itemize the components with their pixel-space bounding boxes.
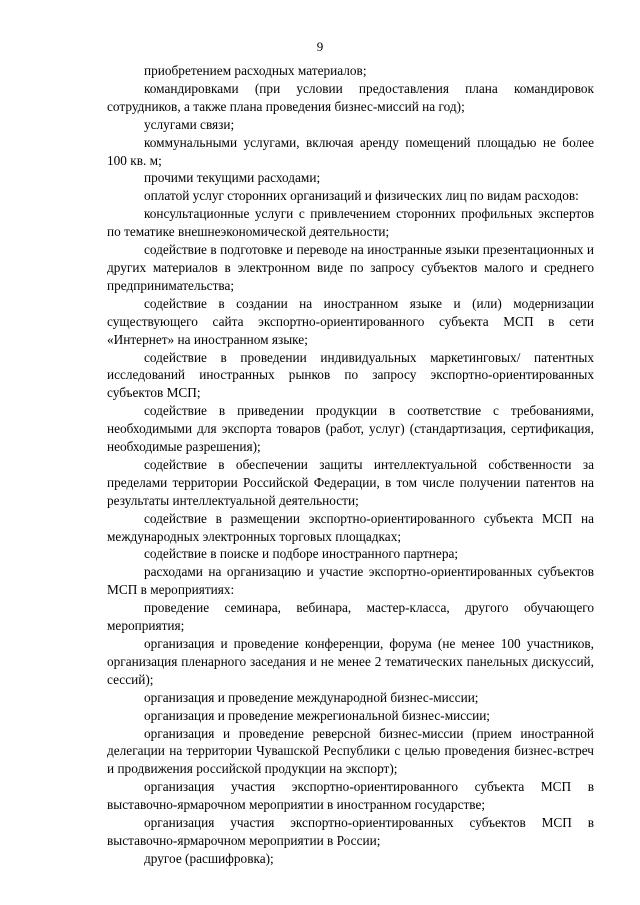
paragraph: организация и проведение межрегиональной бизнес-миссии; [144,707,490,723]
page-number: 9 [316,39,324,54]
paragraph: командировками (при условии предоставления плана командировок сотрудников, а также плана проведения бизнес-миссий на год); [107,80,594,114]
paragraph: проведение семинара, вебинара, мастер-класса, другого обучающего мероприятия; [107,600,594,634]
paragraph: консультационные услуги с привлечением сторонних профильных экспертов по тематике внешнеэкономической деятельности; [107,206,594,240]
paragraph: содействие в обеспечении защиты интеллектуальной собственности за пределами территории Российской Федерации, в том числе получении патентов на результаты интеллектуальной деятельности; [107,456,594,508]
paragraph: расходами на организацию и участие экспортно-ориентированных субъектов МСП в мероприятиях: [107,564,594,598]
paragraph: содействие в поиске и подборе иностранного партнера; [144,546,459,562]
paragraph: приобретением расходных материалов; [144,63,367,78]
paragraph: содействие в проведении индивидуальных маркетинговых/ патентных исследований иностранных рынков по запросу экспортно-ориентированных субъектов МСП; [107,349,594,401]
paragraph: коммунальными услугами, включая аренду помещений площадью не более 100 кв. м; [107,134,594,168]
paragraph: организация и проведение конференции, форума (не менее 100 участников, организация пленарного заседания и не менее 2 тематических панельных дискуссий, сессий); [107,636,594,687]
paragraph: оплатой услуг сторонних организаций и физических лиц по видам расходов: [144,188,579,204]
paragraph: содействие в создании на иностранном языке и (или) модернизации существующего сайта экспортно-ориентированного субъекта МСП в сети «Интернет» на иностранном языке; [107,295,594,347]
paragraph: организация и проведение реверсной бизнес-миссии (прием иностранной делегации на территории Чувашской Республики с целью проведения бизнес-встреч и продвижения российской продукции на экспорт); [107,725,594,777]
paragraph: организация и проведение международной бизнес-миссии; [144,689,479,705]
paragraph: другое (расшифровка); [144,850,274,866]
paragraph: прочими текущими расходами; [144,170,321,186]
document-body [107,62,594,868]
paragraph: содействие в размещении экспортно-ориентированного субъекта МСП на международных электронных торговых площадках; [107,510,594,544]
paragraph: содействие в подготовке и переводе на иностранные языки презентационных и других материалов в электронном виде по запросу субъектов малого и среднего предпринимательства; [107,242,594,293]
paragraph: услугами связи; [144,116,235,132]
paragraph: организация участия экспортно-ориентированного субъекта МСП в выставочно-ярмарочном мероприятии в иностранном государстве; [107,779,594,813]
paragraph: содействие в приведении продукции в соответствие с требованиями, необходимыми для экспорта товаров (работ, услуг) (стандартизация, сертификация, необходимые разрешения); [107,403,594,455]
paragraph: организация участия экспортно-ориентированных субъектов МСП в выставочно-ярмарочном мероприятии в России; [107,815,594,848]
